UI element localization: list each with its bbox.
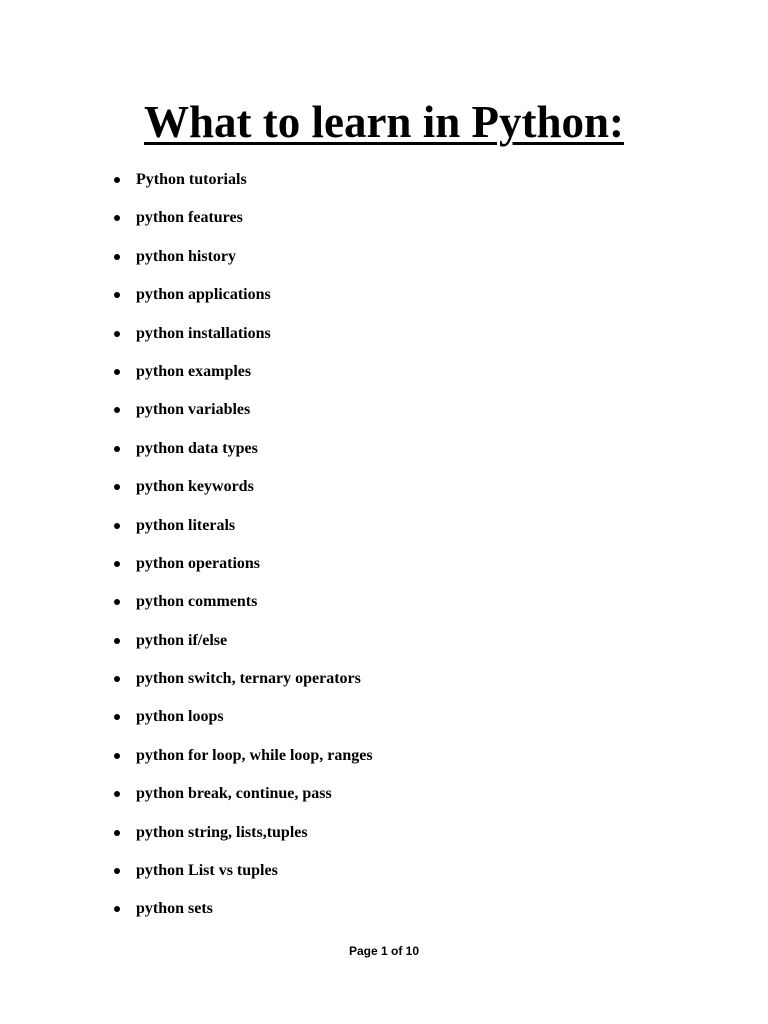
- list-item: [112, 508, 373, 546]
- list-item-text: python string, lists,tuples: [136, 823, 308, 841]
- bullet-icon: [114, 484, 120, 490]
- list-item: [112, 738, 373, 776]
- list-item-text: python literals: [136, 516, 236, 534]
- list-item-text: python installations: [136, 324, 271, 342]
- bullet-icon: [114, 753, 120, 759]
- list-item-text: python switch, ternary operators: [136, 670, 361, 688]
- list-item: [112, 776, 373, 814]
- list-item-text: python loops: [136, 708, 224, 726]
- list-item: [112, 546, 373, 584]
- page-number: Page 1 of 10: [348, 944, 420, 958]
- list-item-text: python applications: [136, 286, 271, 304]
- list-item: [112, 431, 373, 469]
- list-item-text: python variables: [136, 401, 251, 419]
- list-item-text: python if/else: [136, 631, 228, 649]
- list-item: [112, 699, 373, 737]
- list-item: [112, 469, 373, 507]
- list-item-text: python for loop, while loop, ranges: [136, 746, 373, 764]
- bullet-icon: [114, 830, 120, 836]
- list-item: [112, 815, 373, 853]
- topic-list: [112, 162, 373, 930]
- list-item-text: python comments: [136, 593, 258, 611]
- list-item-text: python break, continue, pass: [136, 785, 332, 803]
- bullet-icon: [114, 369, 120, 375]
- bullet-icon: [114, 714, 120, 720]
- list-item-text: python history: [136, 247, 237, 265]
- page-title: What to learn in Python:: [143, 97, 624, 147]
- bullet-icon: [114, 638, 120, 644]
- list-item: [112, 239, 373, 277]
- list-item: [112, 277, 373, 315]
- list-item: [112, 162, 373, 200]
- bullet-icon: [114, 791, 120, 797]
- bullet-icon: [114, 407, 120, 413]
- bullet-icon: [114, 599, 120, 605]
- list-item-text: python features: [136, 209, 243, 227]
- list-item: [112, 392, 373, 430]
- list-item: [112, 354, 373, 392]
- bullet-icon: [114, 523, 120, 529]
- list-item: [112, 661, 373, 699]
- bullet-icon: [114, 177, 120, 183]
- bullet-icon: [114, 906, 120, 912]
- list-item-text: python sets: [136, 900, 213, 918]
- list-item: [112, 891, 373, 929]
- list-item-text: python List vs tuples: [136, 862, 278, 880]
- list-item: [112, 584, 373, 622]
- list-item-text: python data types: [136, 439, 258, 457]
- bullet-icon: [114, 292, 120, 298]
- bullet-icon: [114, 254, 120, 260]
- bullet-icon: [114, 446, 120, 452]
- bullet-icon: [114, 331, 120, 337]
- list-item: [112, 316, 373, 354]
- list-item-text: Python tutorials: [136, 171, 247, 188]
- bullet-icon: [114, 561, 120, 567]
- list-item-text: python operations: [136, 554, 261, 572]
- list-item-text: python examples: [136, 362, 252, 380]
- bullet-icon: [114, 868, 120, 874]
- bullet-icon: [114, 676, 120, 682]
- bullet-icon: [114, 215, 120, 221]
- list-item-text: python keywords: [136, 478, 254, 496]
- list-item: [112, 853, 373, 891]
- list-item: [112, 200, 373, 238]
- list-item: [112, 623, 373, 661]
